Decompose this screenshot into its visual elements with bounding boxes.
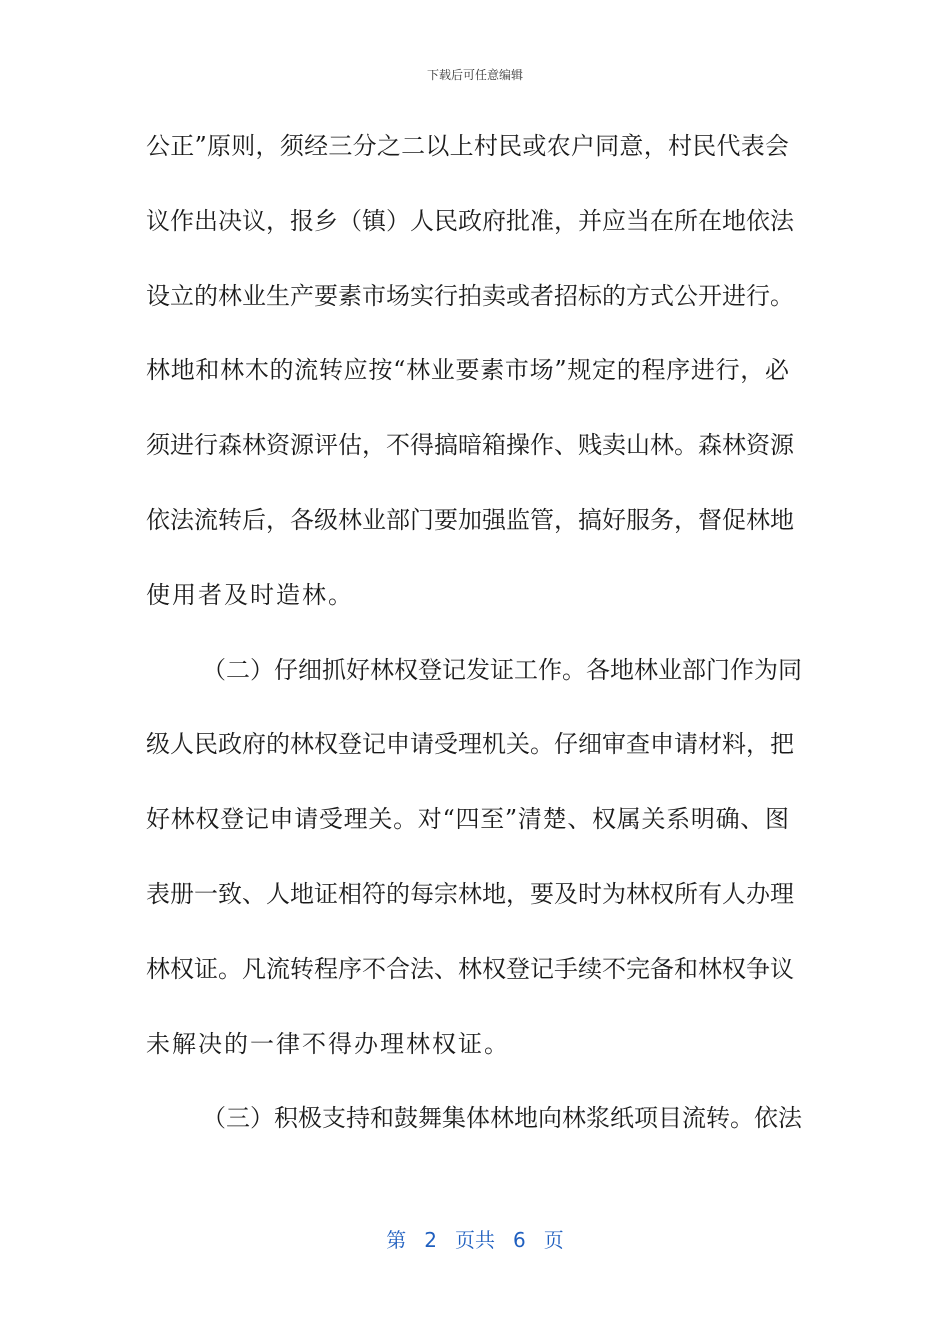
footer-suffix: 页: [543, 1228, 564, 1252]
page-header: [0, 66, 950, 83]
body-line-12: 林权证。凡流转程序不合法、林权登记手续不完备和林权争议: [146, 954, 794, 983]
body-line-2: 议作出决议，报乡（镇）人民政府批准，并应当在所在地依法: [146, 206, 794, 235]
body-line-3: 设立的林业生产要素市场实行拍卖或者招标的方式公开进行。: [146, 281, 794, 310]
body-line-8: （二）仔细抓好林权登记发证工作。各地林业部门作为同: [202, 655, 802, 684]
body-line-10: 好林权登记申请受理关。对“四至”清楚、权属关系明确、图: [146, 805, 789, 834]
page-footer: [0, 1224, 950, 1253]
footer-prefix: 第: [386, 1228, 407, 1252]
header-note: 下载后可任意编辑: [426, 68, 523, 82]
body-line-13: 未解决的一律不得办理林权证。: [146, 1029, 510, 1058]
footer-current-page: 2: [424, 1228, 437, 1252]
body-line-9: 级人民政府的林权登记申请受理机关。仔细审查申请材料，把: [146, 730, 794, 759]
body-line-11: 表册一致、人地证相符的每宗林地，要及时为林权所有人办理: [146, 879, 794, 908]
body-line-1: 公正”原则，须经三分之二以上村民或农户同意，村民代表会: [146, 132, 789, 160]
body-line-7: 使用者及时造林。: [146, 580, 354, 609]
body-line-5: 须进行森林资源评估，不得搞暗箱操作、贱卖山林。森林资源: [146, 431, 794, 460]
footer-total-pages: 6: [513, 1228, 526, 1252]
body-line-4: 林地和林木的流转应按“林业要素市场”规定的程序进行，必: [146, 356, 789, 385]
body-line-14: （三）积极支持和鼓舞集体林地向林浆纸项目流转。依法: [202, 1104, 802, 1133]
footer-middle: 页共: [455, 1228, 495, 1252]
body-line-6: 依法流转后，各级林业部门要加强监管，搞好服务，督促林地: [146, 505, 794, 534]
document-body: [146, 120, 802, 1167]
